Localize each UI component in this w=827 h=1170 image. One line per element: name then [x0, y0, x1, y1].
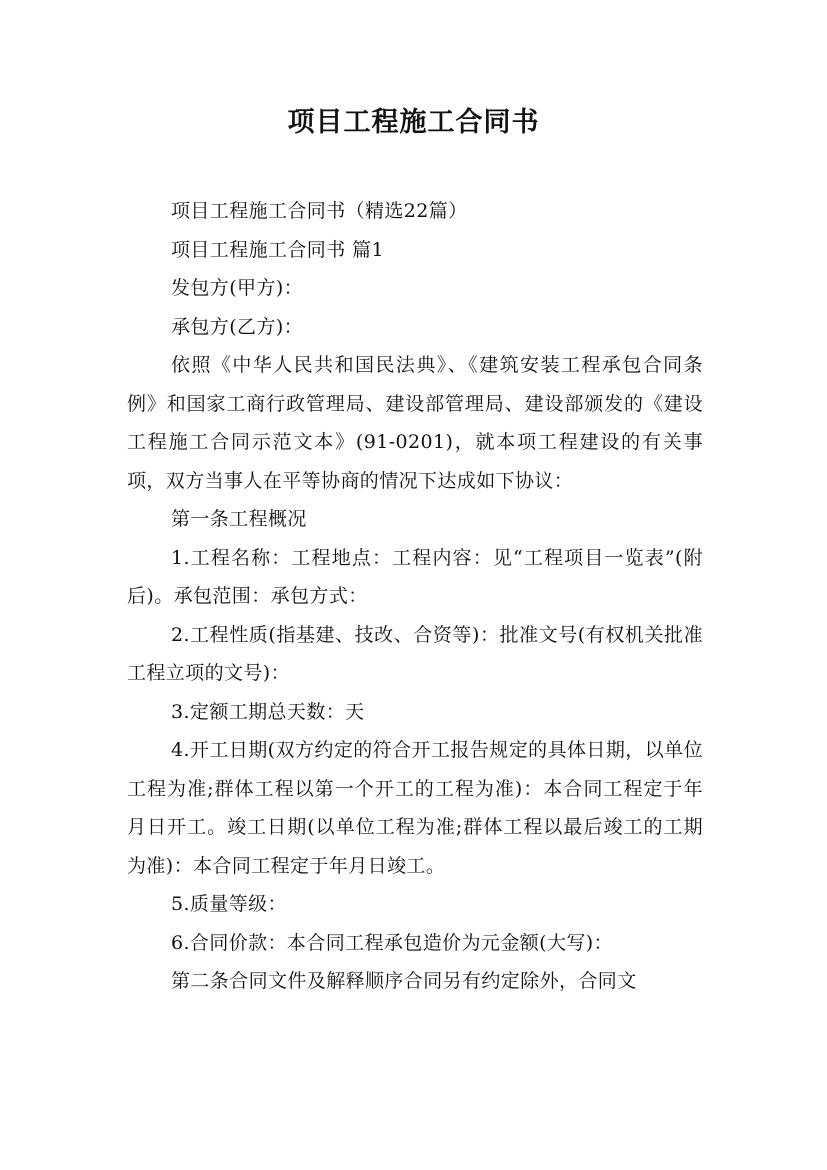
- paragraph-party-b: 承包方(乙方)：: [171, 315, 304, 338]
- paragraph-article-1-heading: 第一条工程概况: [171, 508, 307, 530]
- document-title: 项目工程施工合同书: [287, 107, 540, 138]
- paragraph-selection-heading: 项目工程施工合同书（精选22篇）: [171, 200, 468, 222]
- paragraph-part-heading: 项目工程施工合同书 篇1: [171, 238, 384, 261]
- paragraph-item-4: 4.开工日期(双方约定的符合开工报告规定的具体日期，以单位工程为准;群体工程以第一个开工的工程为准)：本合同工程定于年月日开工。竣工日期(以单位工程为准;群体工程以最后竣工的工期为准)：本合同工程定于年月日竣工。: [127, 739, 703, 877]
- paragraph-party-a: 发包方(甲方)：: [171, 277, 304, 299]
- paragraph-item-3: 3.定额工期总天数：天: [171, 700, 365, 723]
- paragraph-article-2: 第二条合同文件及解释顺序合同另有约定除外，合同文: [171, 970, 637, 992]
- paragraph-item-6: 6.合同价款：本合同工程承包造价为元金额(大写)：: [171, 931, 613, 954]
- paragraph-legal-basis: 依照《中华人民共和国民法典》、《建筑安装工程承包合同条例》和国家工商行政管理局、建设部管理局、建设部颁发的《建设工程施工合同示范文本》(91-0201)，就本项工程建设的有关事项，双方当事人在平等协商的情况下达成如下协议：: [127, 354, 703, 492]
- paragraph-item-1: 1.工程名称：工程地点：工程内容：见“工程项目一览表”(附后)。承包范围：承包方式：: [127, 546, 703, 607]
- document-body: [127, 192, 703, 1001]
- paragraph-item-2: 2.工程性质(指基建、技改、合资等)：批准文号(有权机关批准工程立项的文号)：: [127, 623, 703, 684]
- paragraph-item-5: 5.质量等级：: [171, 893, 287, 915]
